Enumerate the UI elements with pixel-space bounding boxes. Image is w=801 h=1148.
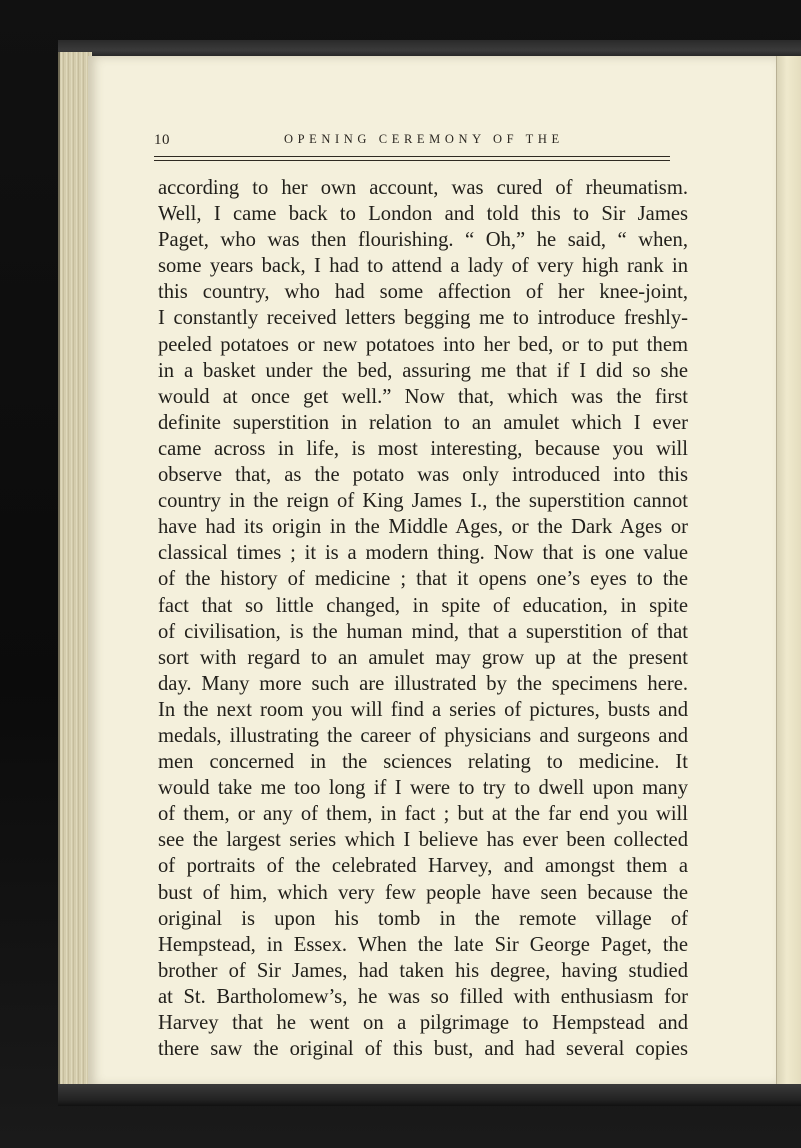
text-line: of portraits of the celebrated Harvey, and amongst them a [158, 855, 688, 878]
book-page [88, 56, 776, 1086]
text-line: there saw the original of this bust, and had several copies [158, 1038, 688, 1061]
text-line: this country, who had some affection of her knee-joint, [158, 281, 688, 304]
text-line: some years back, I had to attend a lady of very high rank in [158, 255, 688, 278]
header-rule-thin [154, 160, 670, 161]
text-line: Well, I came back to London and told this to Sir James [158, 203, 688, 226]
text-line: of the history of medicine ; that it opens one’s eyes to the [158, 568, 688, 591]
text-line: at St. Bartholomew’s, he was so filled with enthusiasm for [158, 985, 688, 1008]
text-line: bust of him, which very few people have seen because the [158, 881, 688, 904]
text-line: Harvey that he went on a pilgrimage to Hempstead and [158, 1012, 688, 1034]
text-line: I constantly received letters begging me to introduce freshly- [158, 307, 688, 330]
text-line: brother of Sir James, had taken his degree, having studied [158, 959, 688, 982]
text-line: In the next room you will find a series of pictures, busts and [158, 698, 688, 721]
running-title: OPENING CEREMONY OF THE [284, 132, 564, 146]
text-line: observe that, as the potato was only introduced into this [158, 464, 688, 487]
text-line: original is upon his tomb in the remote village of [158, 907, 688, 930]
text-line: country in the reign of King James I., the superstition cannot [158, 490, 688, 513]
book-binding-bottom [58, 1084, 801, 1106]
text-line: of civilisation, is the human mind, that a superstition of that [158, 620, 688, 643]
text-line: fact that so little changed, in spite of education, in spite [158, 594, 688, 617]
text-line: peeled potatoes or new potatoes into her bed, or to put them [158, 333, 688, 356]
text-line: would take me too long if I were to try to dwell upon many [158, 777, 688, 800]
next-page-edge [776, 56, 801, 1086]
text-line: came across in life, is most interesting, because you will [158, 437, 688, 460]
running-head [154, 132, 714, 156]
text-line: of them, or any of them, in fact ; but at the far end you will [158, 803, 688, 826]
body-text [158, 175, 688, 1062]
text-line: have had its origin in the Middle Ages, or the Dark Ages or [158, 516, 688, 539]
text-line: day. Many more such are illustrated by the specimens here. [158, 672, 688, 695]
text-line: in a basket under the bed, assuring me that if I did so she [158, 359, 688, 382]
text-line: classical times ; it is a modern thing. Now that is one value [158, 542, 688, 565]
text-line: Hempstead, in Essex. When the late Sir George Paget, the [158, 933, 688, 956]
page-number: 10 [154, 132, 170, 148]
text-line: see the largest series which I believe has ever been collected [158, 829, 688, 852]
text-line: definite superstition in relation to an amulet which I ever [158, 411, 688, 434]
text-line: sort with regard to an amulet may grow up at the present [158, 646, 688, 669]
text-line: men concerned in the sciences relating to medicine. It [158, 751, 688, 774]
text-line: would at once get well.” Now that, which was the first [158, 385, 688, 408]
text-line: according to her own account, was cured of rheumatism. [158, 177, 688, 199]
page-stack-edge [58, 52, 92, 1090]
header-rule-thick [154, 156, 670, 157]
text-line: medals, illustrating the career of physicians and surgeons and [158, 724, 688, 747]
text-line: Paget, who was then flourishing. “ Oh,” he said, “ when, [158, 229, 688, 252]
